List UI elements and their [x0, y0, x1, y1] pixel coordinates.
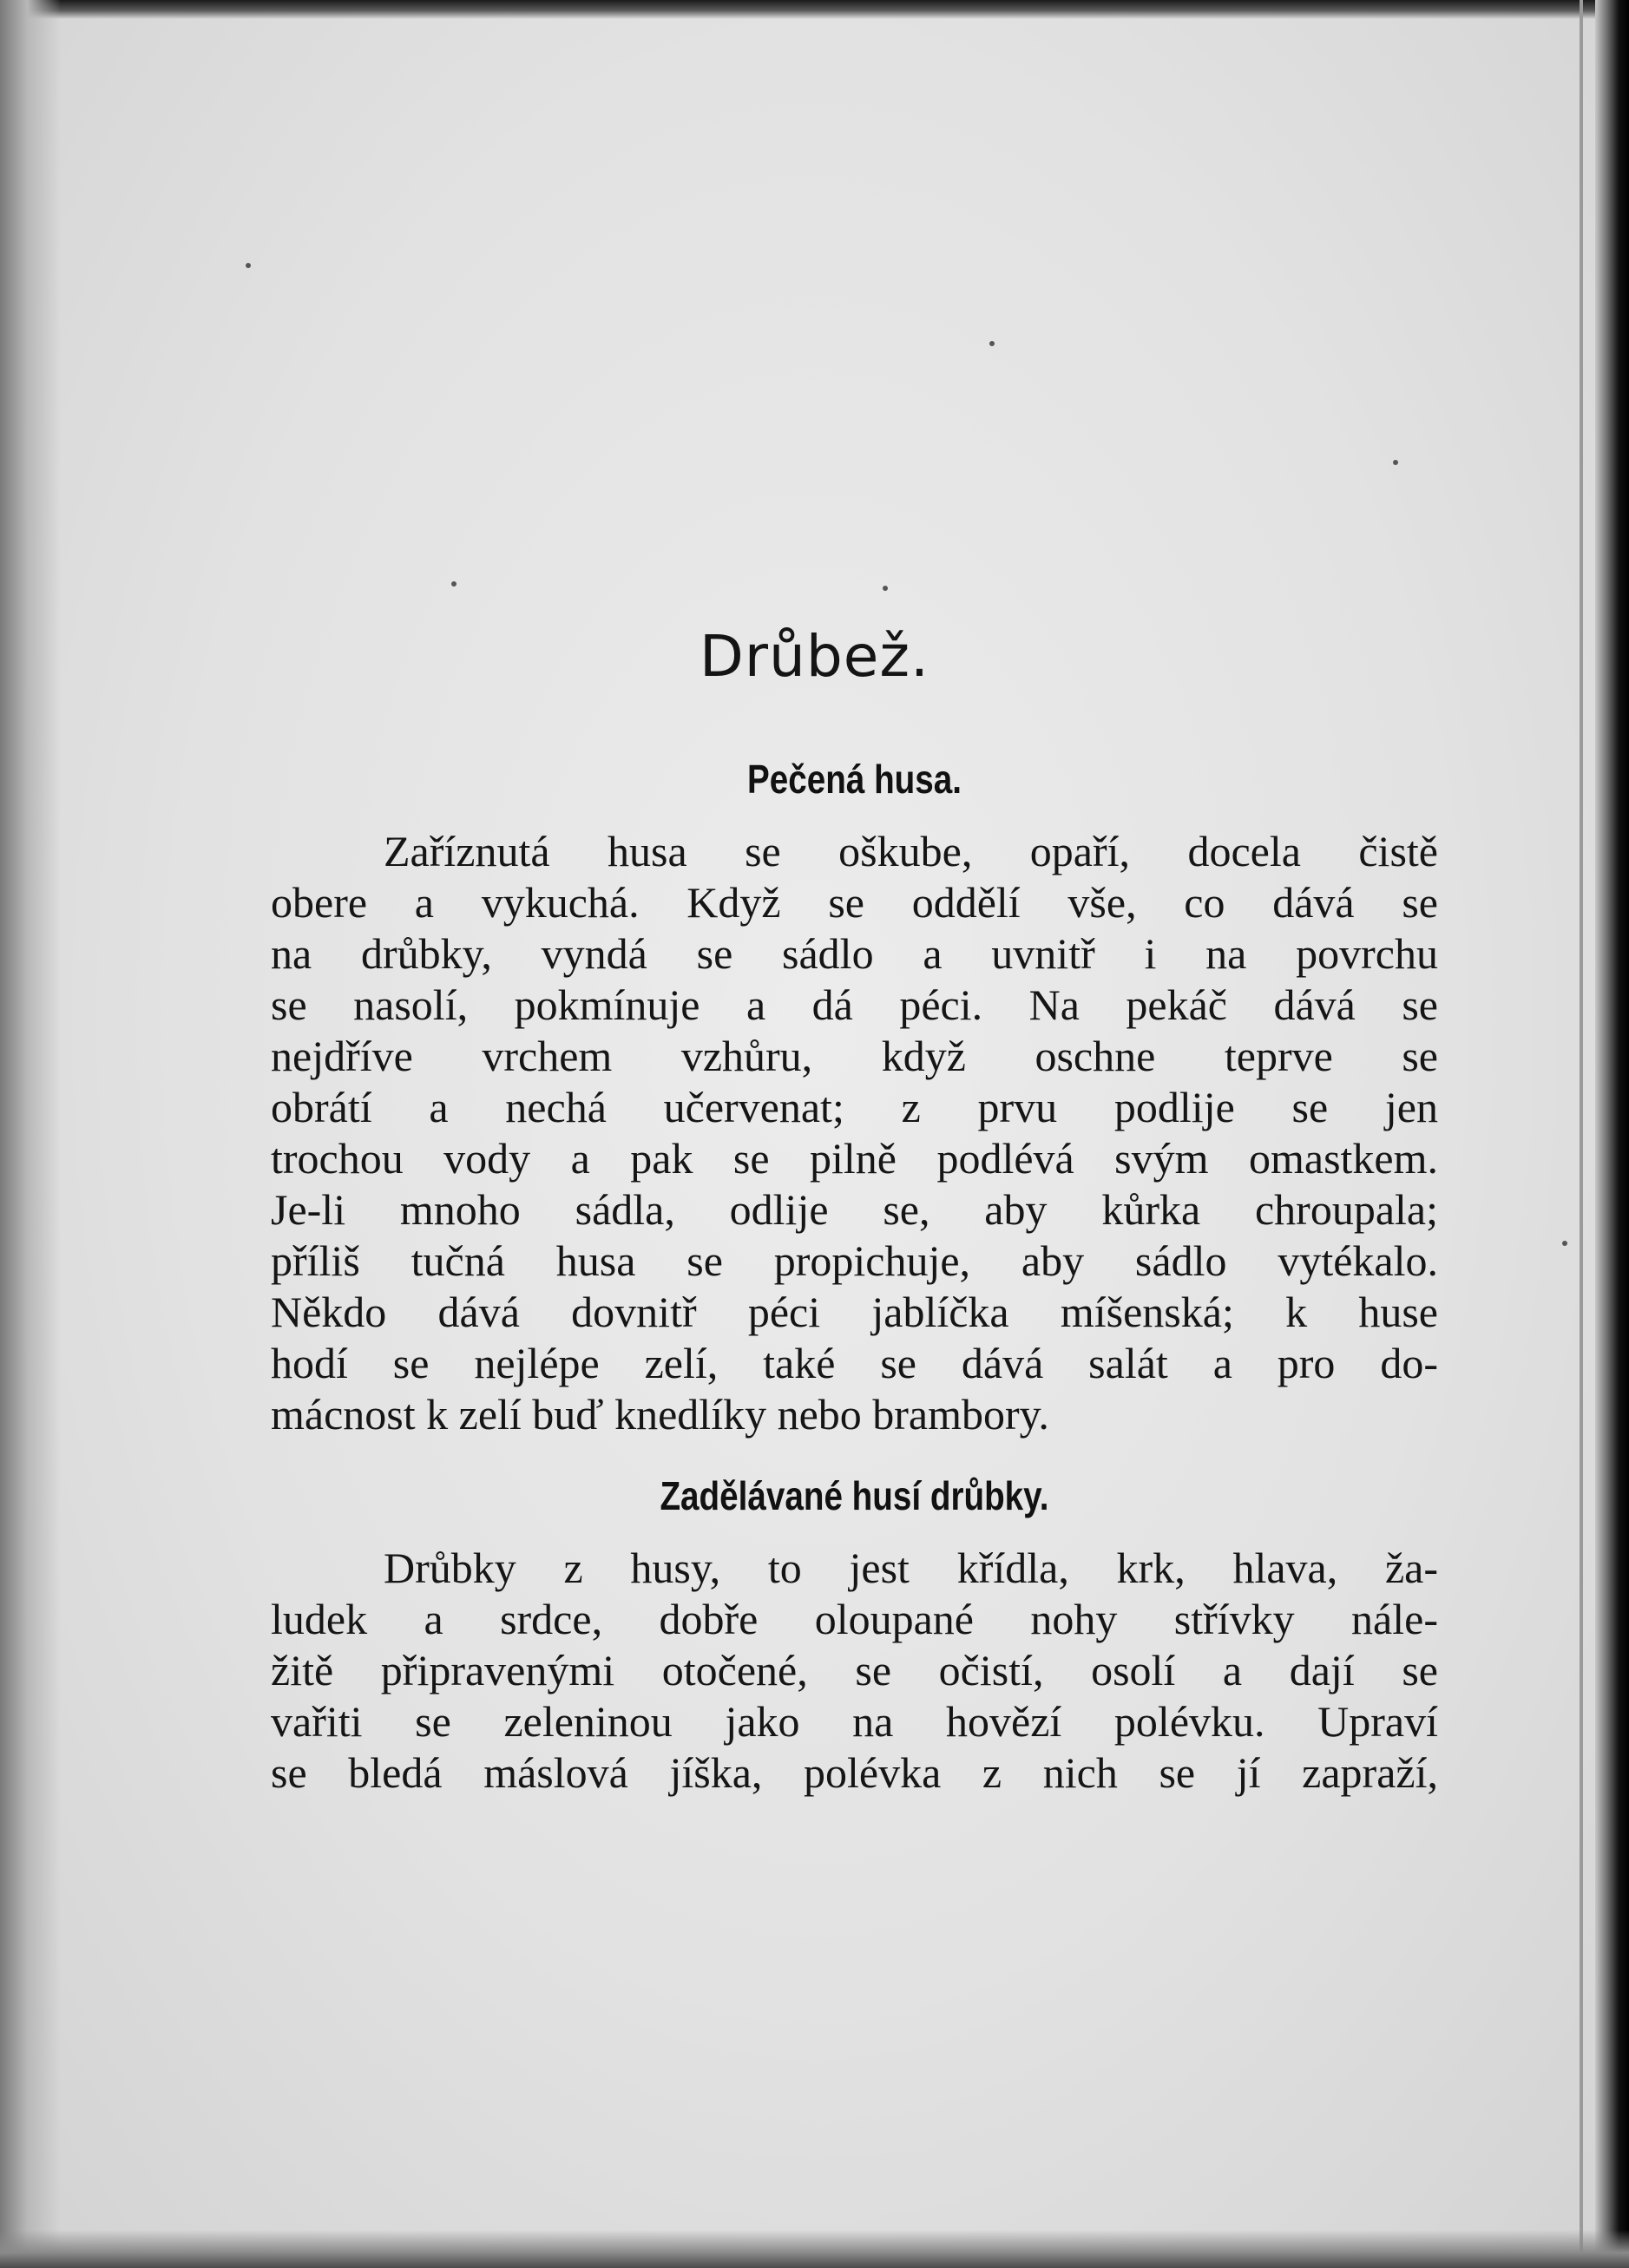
- chapter-title: Drůbež.: [700, 623, 929, 690]
- page-fold-line: [1580, 0, 1583, 2268]
- paragraph-line: trochou vody a pak se pilně podlévá svým omastkem.: [271, 1134, 1438, 1183]
- paper-speck: [1562, 1241, 1567, 1246]
- paragraph-line: obere a vykuchá. Když se oddělí vše, co dává se: [271, 878, 1438, 927]
- recipe-heading: Zadělávané husí drůbky.: [660, 1473, 1049, 1518]
- paragraph-line: Je-li mnoho sádla, odlije se, aby kůrka chroupala;: [271, 1185, 1438, 1234]
- paragraph-line: mácnost k zelí buď knedlíky nebo brambory.: [271, 1390, 1049, 1439]
- recipe-heading: Pečená husa.: [746, 757, 962, 802]
- paragraph-line: se nasolí, pokmínuje a dá péci. Na pekáč dává se: [271, 980, 1438, 1029]
- page-bottom-edge-shadow: [0, 2230, 1629, 2268]
- paragraph-line: příliš tučná husa se propichuje, aby sádlo vytékalo.: [271, 1236, 1438, 1285]
- paper-speck: [1393, 460, 1398, 465]
- paragraph-line: Někdo dává dovnitř péci jablíčka míšenská; k huse: [271, 1288, 1438, 1336]
- recipe-text-block: [271, 753, 1438, 1828]
- paragraph-line: hodí se nejlépe zelí, také se dává salát a pro do-: [271, 1339, 1438, 1387]
- paragraph-line: Drůbky z husy, to jest křídla, krk, hlava, ža-: [384, 1544, 1438, 1592]
- recipe-paragraph: [271, 826, 1438, 1440]
- page-left-edge-shadow: [0, 0, 61, 2268]
- paragraph-line: žitě připravenými otočené, se očistí, osolí a dají se: [271, 1646, 1438, 1694]
- recipe-paragraph: [271, 1543, 1438, 1799]
- paragraph-line: se bledá máslová jíška, polévka z nich se jí zapraží,: [271, 1748, 1438, 1797]
- paper-speck: [989, 341, 995, 346]
- paragraph-line: nejdříve vrchem vzhůru, když oschne teprve se: [271, 1032, 1438, 1080]
- paper-speck: [883, 586, 888, 591]
- paper-speck: [451, 581, 457, 587]
- paragraph-line: vařiti se zeleninou jako na hovězí polévku. Upraví: [271, 1697, 1438, 1746]
- page-top-edge-shadow: [0, 0, 1629, 19]
- paper-speck: [246, 263, 251, 268]
- paragraph-line: na drůbky, vyndá se sádlo a uvnitř i na povrchu: [271, 929, 1438, 978]
- paragraph-line: Zaříznutá husa se oškube, opaří, docela čistě: [384, 827, 1438, 875]
- paragraph-line: obrátí a nechá učervenat; z prvu podlije se jen: [271, 1083, 1438, 1131]
- page-right-edge-shadow: [1595, 0, 1629, 2268]
- paragraph-line: ludek a srdce, dobře oloupané nohy střívky nále-: [271, 1595, 1438, 1643]
